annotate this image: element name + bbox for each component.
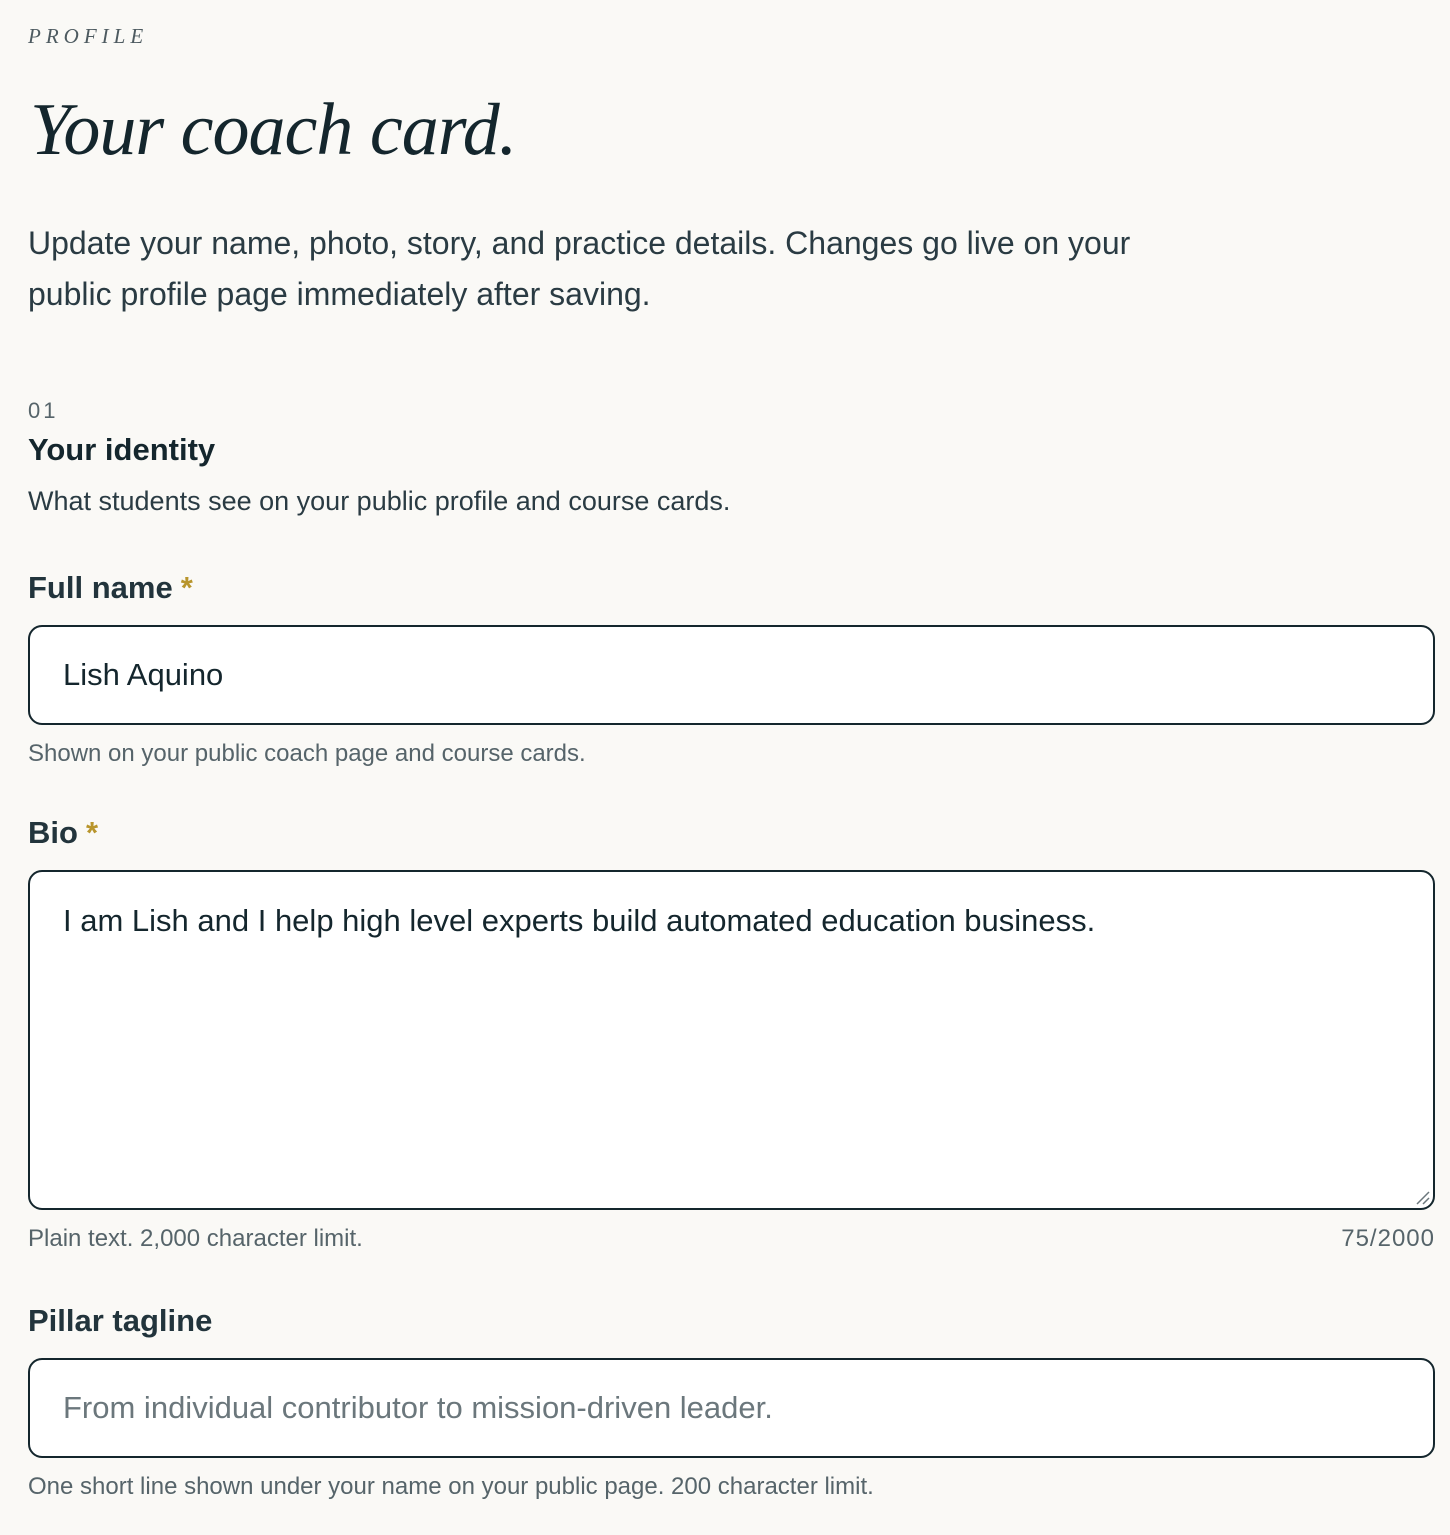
page-eyebrow: PROFILE	[28, 24, 149, 48]
resize-handle-icon[interactable]	[1414, 1189, 1430, 1205]
full-name-label-text: Full name	[28, 570, 173, 605]
pillar-tagline-placeholder: From individual contributor to mission-driven leader.	[63, 1390, 773, 1425]
section-number: 01	[28, 398, 59, 423]
pillar-tagline-label-text: Pillar tagline	[28, 1303, 213, 1338]
section-title: Your identity	[28, 432, 216, 467]
required-asterisk: *	[180, 570, 193, 605]
bio-label-text: Bio	[28, 815, 78, 850]
full-name-value: Lish Aquino	[63, 657, 224, 692]
bio-textarea[interactable]	[28, 870, 1435, 1210]
required-asterisk: *	[85, 815, 99, 850]
bio-value: I am Lish and I help high level experts build automated education business.	[63, 903, 1096, 938]
bio-label	[28, 815, 98, 851]
full-name-input[interactable]	[28, 625, 1435, 725]
page-title: Your coach card.	[30, 89, 517, 171]
section-description: What students see on your public profile and course cards.	[28, 486, 731, 516]
pillar-tagline-input[interactable]	[28, 1358, 1435, 1458]
pillar-tagline-help: One short line shown under your name on your public page. 200 character limit.	[28, 1473, 874, 1500]
full-name-label	[28, 570, 193, 606]
page-intro: Update your name, photo, story, and practice details. Changes go live on your public profile page immediately after saving.	[28, 225, 1131, 312]
pillar-tagline-label	[28, 1303, 212, 1339]
full-name-help: Shown on your public coach page and course cards.	[28, 740, 586, 767]
bio-help: Plain text. 2,000 character limit.	[28, 1225, 363, 1252]
bio-character-counter: 75/2000	[1341, 1225, 1435, 1252]
